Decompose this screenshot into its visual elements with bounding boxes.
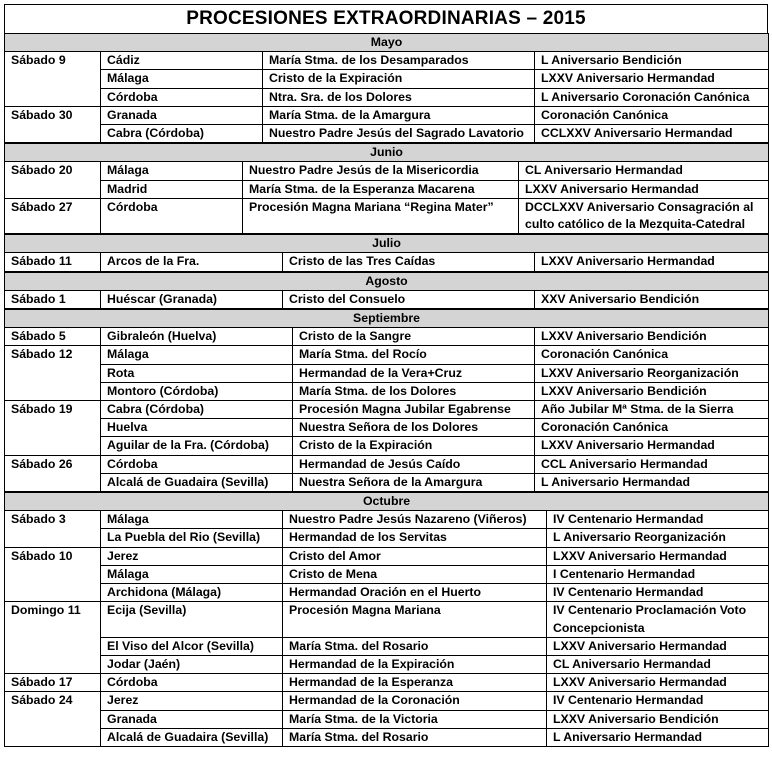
month-section bbox=[4, 234, 769, 271]
table-row bbox=[5, 290, 769, 308]
town-cell: Málaga bbox=[101, 162, 243, 180]
table-row bbox=[5, 346, 769, 364]
document-title: PROCESIONES EXTRAORDINARIAS – 2015 bbox=[4, 4, 768, 33]
town-cell: Alcalá de Guadaira (Sevilla) bbox=[101, 728, 283, 746]
table-row bbox=[5, 401, 769, 419]
table-row bbox=[5, 198, 769, 233]
month-header: Mayo bbox=[5, 34, 769, 52]
town-cell: Granada bbox=[101, 710, 283, 728]
date-cell bbox=[5, 529, 101, 547]
month-section bbox=[4, 309, 769, 492]
table-row bbox=[5, 437, 769, 455]
table-row bbox=[5, 253, 769, 271]
month-header-row bbox=[5, 310, 769, 328]
image-cell: Cristo de Mena bbox=[283, 565, 547, 583]
town-cell: La Puebla del Rio (Sevilla) bbox=[101, 529, 283, 547]
town-cell: Ecija (Sevilla) bbox=[101, 602, 283, 637]
table-row bbox=[5, 162, 769, 180]
date-cell bbox=[5, 180, 101, 198]
table-row bbox=[5, 328, 769, 346]
table-row bbox=[5, 455, 769, 473]
date-cell bbox=[5, 473, 101, 491]
table-row bbox=[5, 674, 769, 692]
table-row bbox=[5, 419, 769, 437]
date-cell bbox=[5, 125, 101, 143]
reason-cell: IV Centenario Hermandad bbox=[547, 511, 769, 529]
town-cell: Málaga bbox=[101, 70, 263, 88]
date-cell bbox=[5, 565, 101, 583]
image-cell: Hermandad de la Esperanza bbox=[283, 674, 547, 692]
reason-cell: IV Centenario Hermandad bbox=[547, 692, 769, 710]
image-cell: María Stma. del Rosario bbox=[283, 637, 547, 655]
town-cell: Alcalá de Guadaira (Sevilla) bbox=[101, 473, 293, 491]
town-cell: Arcos de la Fra. bbox=[101, 253, 283, 271]
town-cell: Montoro (Córdoba) bbox=[101, 382, 293, 400]
image-cell: María Stma. del Rocío bbox=[293, 346, 535, 364]
month-header-row bbox=[5, 235, 769, 253]
image-cell: Hermandad Oración en el Huerto bbox=[283, 584, 547, 602]
town-cell: Madrid bbox=[101, 180, 243, 198]
date-cell bbox=[5, 710, 101, 728]
table-row bbox=[5, 655, 769, 673]
date-cell: Sábado 30 bbox=[5, 106, 101, 124]
table-row bbox=[5, 125, 769, 143]
date-cell: Sábado 27 bbox=[5, 198, 101, 233]
image-cell: Hermandad de los Servitas bbox=[283, 529, 547, 547]
image-cell: Cristo del Amor bbox=[283, 547, 547, 565]
town-cell: Cádiz bbox=[101, 52, 263, 70]
date-cell: Domingo 11 bbox=[5, 602, 101, 637]
town-cell: Archidona (Málaga) bbox=[101, 584, 283, 602]
reason-cell: XXV Aniversario Bendición bbox=[535, 290, 769, 308]
town-cell: Cabra (Córdoba) bbox=[101, 401, 293, 419]
image-cell: María Stma. del Rosario bbox=[283, 728, 547, 746]
town-cell: Huéscar (Granada) bbox=[101, 290, 283, 308]
town-cell: Aguilar de la Fra. (Córdoba) bbox=[101, 437, 293, 455]
reason-cell: LXXV Aniversario Hermandad bbox=[535, 253, 769, 271]
reason-cell: LXXV Aniversario Hermandad bbox=[535, 437, 769, 455]
image-cell: Nuestro Padre Jesús del Sagrado Lavatorio bbox=[263, 125, 535, 143]
town-cell: Jerez bbox=[101, 547, 283, 565]
date-cell: Sábado 1 bbox=[5, 290, 101, 308]
town-cell: Córdoba bbox=[101, 88, 263, 106]
date-cell bbox=[5, 637, 101, 655]
date-cell bbox=[5, 437, 101, 455]
month-section bbox=[4, 492, 769, 747]
date-cell bbox=[5, 364, 101, 382]
reason-cell: L Aniversario Hermandad bbox=[547, 728, 769, 746]
table-row bbox=[5, 637, 769, 655]
image-cell: Hermandad de la Coronación bbox=[283, 692, 547, 710]
month-header: Julio bbox=[5, 235, 769, 253]
reason-cell: LXXV Aniversario Bendición bbox=[547, 710, 769, 728]
table-row bbox=[5, 473, 769, 491]
town-cell: Málaga bbox=[101, 565, 283, 583]
month-section bbox=[4, 33, 769, 143]
town-cell: Jerez bbox=[101, 692, 283, 710]
table-row bbox=[5, 529, 769, 547]
reason-cell: Coronación Canónica bbox=[535, 419, 769, 437]
town-cell: Córdoba bbox=[101, 455, 293, 473]
town-cell: El Viso del Alcor (Sevilla) bbox=[101, 637, 283, 655]
image-cell: Cristo de la Expiración bbox=[293, 437, 535, 455]
month-header: Septiembre bbox=[5, 310, 769, 328]
date-cell: Sábado 26 bbox=[5, 455, 101, 473]
town-cell: Cabra (Córdoba) bbox=[101, 125, 263, 143]
reason-cell: L Aniversario Coronación Canónica bbox=[535, 88, 769, 106]
image-cell: Procesión Magna Mariana “Regina Mater” bbox=[243, 198, 519, 233]
reason-cell: Coronación Canónica bbox=[535, 106, 769, 124]
reason-cell: CCLXXV Aniversario Hermandad bbox=[535, 125, 769, 143]
table-row bbox=[5, 710, 769, 728]
image-cell: Nuestro Padre Jesús de la Misericordia bbox=[243, 162, 519, 180]
reason-cell: Coronación Canónica bbox=[535, 346, 769, 364]
date-cell: Sábado 9 bbox=[5, 52, 101, 70]
town-cell: Huelva bbox=[101, 419, 293, 437]
month-header-row bbox=[5, 272, 769, 290]
reason-cell: LXXV Aniversario Hermandad bbox=[547, 637, 769, 655]
image-cell: María Stma. de la Esperanza Macarena bbox=[243, 180, 519, 198]
town-cell: Granada bbox=[101, 106, 263, 124]
table-row bbox=[5, 565, 769, 583]
image-cell: Procesión Magna Jubilar Egabrense bbox=[293, 401, 535, 419]
date-cell bbox=[5, 728, 101, 746]
table-row bbox=[5, 52, 769, 70]
town-cell: Córdoba bbox=[101, 674, 283, 692]
date-cell bbox=[5, 419, 101, 437]
month-header-row bbox=[5, 493, 769, 511]
reason-cell: CCL Aniversario Hermandad bbox=[535, 455, 769, 473]
table-row bbox=[5, 511, 769, 529]
image-cell: Cristo de la Expiración bbox=[263, 70, 535, 88]
reason-cell: LXXV Aniversario Bendición bbox=[535, 328, 769, 346]
month-section bbox=[4, 143, 769, 234]
date-cell: Sábado 3 bbox=[5, 511, 101, 529]
image-cell: Ntra. Sra. de los Dolores bbox=[263, 88, 535, 106]
table-row bbox=[5, 602, 769, 637]
date-cell bbox=[5, 70, 101, 88]
reason-cell: L Aniversario Hermandad bbox=[535, 473, 769, 491]
reason-cell: LXXV Aniversario Hermandad bbox=[519, 180, 769, 198]
reason-cell: Año Jubilar Mª Stma. de la Sierra bbox=[535, 401, 769, 419]
schedule-table bbox=[4, 33, 768, 747]
town-cell: Córdoba bbox=[101, 198, 243, 233]
date-cell: Sábado 5 bbox=[5, 328, 101, 346]
town-cell: Gibraleón (Huelva) bbox=[101, 328, 293, 346]
town-cell: Málaga bbox=[101, 511, 283, 529]
date-cell bbox=[5, 655, 101, 673]
table-row bbox=[5, 180, 769, 198]
table-row bbox=[5, 728, 769, 746]
table-row bbox=[5, 547, 769, 565]
table-row bbox=[5, 88, 769, 106]
month-header-row bbox=[5, 34, 769, 52]
date-cell: Sábado 12 bbox=[5, 346, 101, 364]
image-cell: Nuestra Señora de la Amargura bbox=[293, 473, 535, 491]
town-cell: Málaga bbox=[101, 346, 293, 364]
month-header-row bbox=[5, 144, 769, 162]
table-row bbox=[5, 584, 769, 602]
reason-cell: LXXV Aniversario Bendición bbox=[535, 382, 769, 400]
reason-cell: L Aniversario Reorganización bbox=[547, 529, 769, 547]
reason-cell: DCCLXXV Aniversario Consagración al culto católico de la Mezquita-Catedral bbox=[519, 198, 769, 233]
month-header: Junio bbox=[5, 144, 769, 162]
image-cell: Hermandad de Jesús Caído bbox=[293, 455, 535, 473]
table-row bbox=[5, 106, 769, 124]
date-cell: Sábado 24 bbox=[5, 692, 101, 710]
month-header: Agosto bbox=[5, 272, 769, 290]
date-cell: Sábado 19 bbox=[5, 401, 101, 419]
reason-cell: I Centenario Hermandad bbox=[547, 565, 769, 583]
reason-cell: LXXV Aniversario Hermandad bbox=[535, 70, 769, 88]
date-cell: Sábado 17 bbox=[5, 674, 101, 692]
date-cell: Sábado 11 bbox=[5, 253, 101, 271]
table-row bbox=[5, 70, 769, 88]
image-cell: Cristo del Consuelo bbox=[283, 290, 535, 308]
image-cell: Nuestro Padre Jesús Nazareno (Viñeros) bbox=[283, 511, 547, 529]
image-cell: María Stma. de la Amargura bbox=[263, 106, 535, 124]
month-header: Octubre bbox=[5, 493, 769, 511]
image-cell: María Stma. de la Victoria bbox=[283, 710, 547, 728]
image-cell: María Stma. de los Dolores bbox=[293, 382, 535, 400]
date-cell bbox=[5, 382, 101, 400]
town-cell: Rota bbox=[101, 364, 293, 382]
reason-cell: LXXV Aniversario Hermandad bbox=[547, 674, 769, 692]
date-cell bbox=[5, 584, 101, 602]
town-cell: Jodar (Jaén) bbox=[101, 655, 283, 673]
table-row bbox=[5, 364, 769, 382]
table-row bbox=[5, 692, 769, 710]
reason-cell: LXXV Aniversario Reorganización bbox=[535, 364, 769, 382]
document bbox=[4, 4, 768, 747]
reason-cell: IV Centenario Proclamación Voto Concepcionista bbox=[547, 602, 769, 637]
date-cell bbox=[5, 88, 101, 106]
month-section bbox=[4, 272, 769, 309]
table-row bbox=[5, 382, 769, 400]
image-cell: Procesión Magna Mariana bbox=[283, 602, 547, 637]
image-cell: Hermandad de la Vera+Cruz bbox=[293, 364, 535, 382]
image-cell: María Stma. de los Desamparados bbox=[263, 52, 535, 70]
image-cell: Nuestra Señora de los Dolores bbox=[293, 419, 535, 437]
reason-cell: IV Centenario Hermandad bbox=[547, 584, 769, 602]
reason-cell: CL Aniversario Hermandad bbox=[547, 655, 769, 673]
image-cell: Cristo de las Tres Caídas bbox=[283, 253, 535, 271]
reason-cell: L Aniversario Bendición bbox=[535, 52, 769, 70]
date-cell: Sábado 20 bbox=[5, 162, 101, 180]
image-cell: Hermandad de la Expiración bbox=[283, 655, 547, 673]
reason-cell: CL Aniversario Hermandad bbox=[519, 162, 769, 180]
image-cell: Cristo de la Sangre bbox=[293, 328, 535, 346]
reason-cell: LXXV Aniversario Hermandad bbox=[547, 547, 769, 565]
date-cell: Sábado 10 bbox=[5, 547, 101, 565]
